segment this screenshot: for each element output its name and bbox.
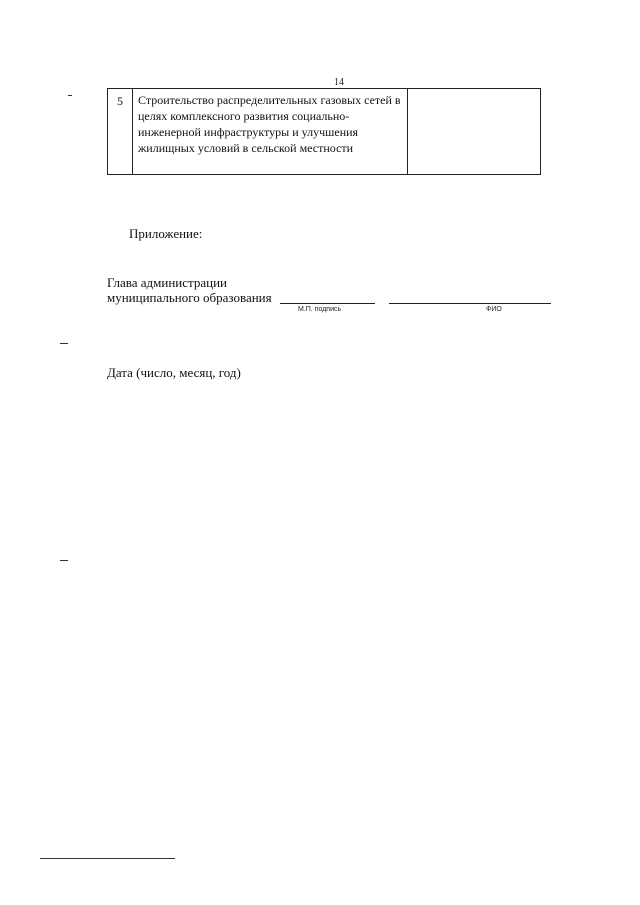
signatory-title-line2: муниципального образования: [107, 290, 272, 305]
row-number-cell: 5: [108, 89, 133, 174]
scan-mark-lower: [60, 560, 68, 561]
row-value-cell: [408, 89, 540, 174]
attachment-label: Приложение:: [129, 226, 203, 241]
row-description-cell: Строительство распределительных газовых сетей в целях комплексного развития социально-инженерной инфраструктуры и улучшения жилищных условий в сельской местности: [133, 89, 408, 174]
name-caption: ФИО: [486, 306, 502, 313]
name-line: [389, 303, 551, 304]
signature-caption: М.П. подпись: [298, 306, 342, 313]
scan-mark-top: [68, 95, 72, 96]
page-number: 14: [334, 77, 344, 88]
table-row: [107, 88, 541, 175]
date-label: Дата (число, месяц, год): [107, 365, 241, 380]
scan-mark-bottom: [40, 858, 175, 859]
signatory-title-line1: Глава администрации: [107, 275, 228, 290]
scan-mark-mid: [60, 343, 68, 344]
signature-line: [280, 303, 375, 304]
